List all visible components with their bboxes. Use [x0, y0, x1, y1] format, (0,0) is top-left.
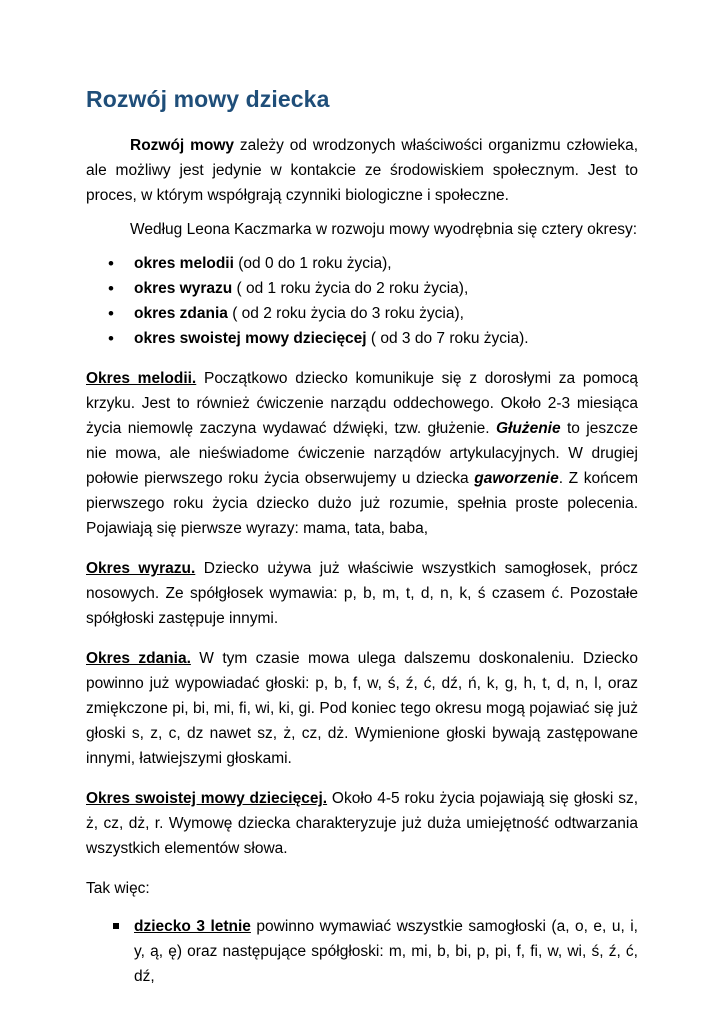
intro-text: zależy od wrodzonych właściwości organizmu człowieka, ale możliwy jest jedynie w kontakcie ze środowiskiem społecznym. Jest to proces, w którym współgrają czynniki biologiczne i społeczne.: [86, 137, 638, 204]
period-name: okres melodii: [134, 255, 234, 272]
page-title: Rozwój mowy dziecka: [86, 86, 330, 112]
gluzenie-term: Głużenie: [496, 420, 561, 437]
melodii-heading: Okres melodii.: [86, 370, 197, 387]
age-list: [86, 914, 638, 989]
period-name: okres wyrazu: [134, 280, 233, 297]
age-text: powinno wymawiać wszystkie samogłoski (a, o, e, u, i, y, ą, ę) oraz następujące spółgłoski: m, mi, b, bi, p, pi, f, fi, w, wi, ś, ź, ć, dź,: [134, 918, 638, 985]
period-range: ( od 1 roku życia do 2 roku życia),: [232, 280, 469, 297]
zdania-paragraph: [86, 646, 638, 771]
bullet-icon: •: [108, 329, 114, 348]
list-item: [86, 326, 638, 351]
intro-paragraph: [86, 133, 638, 208]
bullet-icon: •: [108, 254, 114, 273]
wyrazu-heading: Okres wyrazu.: [86, 560, 196, 577]
period-name: okres zdania: [134, 305, 228, 322]
melodii-text-2: to jeszcze nie mowa, ale nieświadome ćwiczenie narządów artykulacyjnych. W drugiej połowie pierwszego roku życia obserwujemy u dziecka: [86, 420, 638, 487]
zdania-heading: Okres zdania.: [86, 650, 191, 667]
period-name: okres swoistej mowy dziecięcej: [134, 330, 367, 347]
wyrazu-text: Dziecko używa już właściwie wszystkich samogłosek, prócz nosowych. Ze spółgłosek wymawia: p, b, m, t, d, n, k, ś czasem ć. Pozostałe spółgłoski zastępuje innymi.: [86, 560, 639, 627]
period-range: ( od 2 roku życia do 3 roku życia),: [227, 305, 464, 322]
periods-list: [86, 251, 638, 351]
bullet-icon: •: [108, 304, 114, 323]
square-bullet-icon: [113, 923, 119, 929]
list-item: [86, 914, 638, 989]
document-page: [86, 86, 638, 989]
age-heading: dziecko 3 letnie: [134, 918, 251, 935]
period-range: (od 0 do 1 roku życia),: [233, 255, 392, 272]
intro-bold-lead: Rozwój mowy: [130, 137, 235, 154]
list-item: [86, 301, 638, 326]
swoistej-heading: Okres swoistej mowy dziecięcej.: [86, 790, 328, 807]
tak-wiec-paragraph: Tak więc:: [86, 880, 150, 897]
kaczmarek-paragraph: Według Leona Kaczmarka w rozwoju mowy wyodrębnia się cztery okresy:: [130, 221, 638, 238]
swoistej-text: Około 4-5 roku życia pojawiają się głoski sz, ż, cz, dż, r. Wymowę dziecka charakteryzuje już duża umiejętność odtwarzania wszystkich elementów słowa.: [86, 790, 638, 857]
zdania-text: W tym czasie mowa ulega dalszemu doskonaleniu. Dziecko powinno już wypowiadać głoski: p, b, f, w, ś, ź, ć, dź, ń, k, g, h, t, d, n, l, oraz zmiękczone pi, bi, mi, fi, wi, ki, gi. Pod koniec tego okresu mogą pojawiać się już głoski s, z, c, dz nawet sz, ż, cz, dż. Wymienione głoski bywają zastępowane innymi, łatwiejszymi głoskami.: [86, 650, 638, 767]
melodii-text-3: . Z końcem pierwszego roku życia dziecko dużo już rozumie, spełnia proste polecenia. Pojawiają się pierwsze wyrazy: mama, tata, baba,: [86, 470, 638, 537]
melodii-paragraph: [86, 366, 638, 541]
list-item: [86, 276, 638, 301]
swoistej-paragraph: [86, 786, 638, 861]
melodii-text-1: Początkowo dziecko komunikuje się z dorosłymi za pomocą krzyku. Jest to również ćwiczenie narządu oddechowego. Około 2-3 miesiąca życia niemowlę zaczyna wydawać dźwięki, tzw. głużenie.: [86, 370, 638, 437]
list-item: [86, 251, 638, 276]
gaworzenie-term: gaworzenie: [474, 470, 559, 487]
period-range: ( od 3 do 7 roku życia).: [366, 330, 529, 347]
wyrazu-paragraph: [86, 556, 638, 631]
bullet-icon: •: [108, 279, 114, 298]
